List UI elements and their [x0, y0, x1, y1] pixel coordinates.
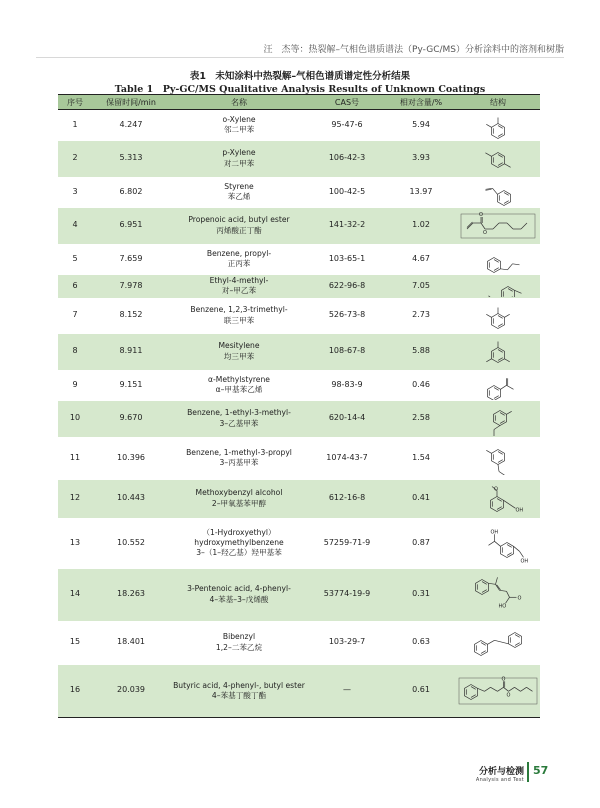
table-row [58, 208, 540, 244]
cas-number: 141-32-2 [308, 208, 386, 244]
relative-content: 4.67 [412, 253, 430, 263]
running-header: 汪 杰等：热裂解–气相色谱质谱法（Py-GC/MS）分析涂料中的溶剂和树脂 [263, 45, 564, 55]
structure-diagram-propylbenzene [468, 245, 528, 274]
row-number: 7 [72, 310, 78, 320]
relative-content: 5.88 [386, 334, 456, 370]
structure-diagram-methoxybenzyl-alcohol [467, 480, 529, 518]
row-number: 4 [58, 208, 92, 244]
compound-name-zh: 对–甲乙苯 [221, 286, 257, 295]
compound-name [170, 665, 308, 718]
structure-diagram-hydroxyethyl-hydroxymethylbenzene [467, 520, 529, 566]
row-number: 3 [72, 186, 78, 196]
table-caption-en: Table 1 Py-GC/MS Qualitative Analysis Results of Unknown Coatings [114, 84, 486, 95]
journal-name-en: Analysis and Test [475, 777, 524, 783]
retention-time: 9.670 [92, 401, 170, 437]
compound-name-zh: 2–甲氧基苯甲醇 [211, 498, 267, 508]
compound-name-en: Benzene, 1-ethyl-3-methyl- [187, 408, 291, 418]
cas-number: 98-83-9 [331, 379, 363, 389]
cas-number: — [308, 665, 386, 718]
table-row [58, 480, 540, 518]
relative-content: 1.54 [412, 452, 430, 462]
structure-diagram-butyl-phenylbutyrate [457, 674, 539, 708]
header-rule [36, 57, 564, 58]
cas-number: 612-16-8 [308, 480, 386, 518]
table-row [58, 244, 540, 275]
relative-content: 0.63 [412, 637, 430, 647]
compound-name-en: （1-Hydroxyethyl）hydroxymethylbenzene [194, 527, 284, 547]
compound-name-zh: 3–（1–羟乙基）羟甲基苯 [196, 548, 282, 558]
compound-name-en: Ethyl-4-methyl- [209, 275, 269, 285]
structure-cell [456, 244, 540, 275]
table-row [58, 141, 540, 177]
compound-name-zh: 正丙苯 [227, 259, 251, 268]
retention-time: 10.552 [117, 537, 145, 547]
cas-number: 1074-43-7 [326, 452, 368, 462]
structure-cell [456, 665, 540, 718]
cas-number: 100-42-5 [328, 186, 366, 196]
structure-diagram-o-xylene [468, 111, 528, 140]
compound-name [170, 244, 308, 275]
cas-number: 106-42-3 [308, 141, 386, 177]
journal-name-zh: 分析与检测 [478, 767, 524, 777]
retention-time: 6.802 [119, 186, 143, 196]
relative-content: 0.31 [386, 569, 456, 621]
table-row [58, 298, 540, 334]
relative-content: 3.93 [386, 141, 456, 177]
relative-content: 2.58 [386, 401, 456, 437]
structure-diagram-methyl-3-propylbenzene [468, 441, 528, 475]
structure-diagram-trimethylbenzene-123 [468, 299, 528, 333]
retention-time: 5.313 [92, 141, 170, 177]
table-row [58, 665, 540, 718]
table-row [58, 437, 540, 480]
svg-text:O: O [517, 594, 522, 601]
cas-number: 95-47-6 [331, 119, 363, 129]
compound-name-zh: 邻二甲苯 [223, 125, 255, 135]
structure-cell [456, 298, 540, 334]
retention-time: 8.911 [92, 334, 170, 370]
svg-text:O: O [501, 676, 506, 682]
compound-name-en: 3-Pentenoic acid, 4-phenyl- [187, 584, 291, 594]
table-row [58, 518, 540, 569]
retention-time: 18.263 [92, 569, 170, 621]
compound-name-en: Propenoic acid, butyl ester [188, 215, 290, 225]
compound-name-en: p-Xylene [222, 148, 256, 158]
row-number: 2 [58, 141, 92, 177]
compound-name-en: Benzene, 1-methyl-3-propyl [186, 447, 292, 457]
table-row [58, 621, 540, 665]
compound-name [170, 437, 308, 480]
col-header-structure: 结构 [456, 95, 540, 110]
compound-name-zh: 4–苯基–3–戊烯酸 [209, 594, 269, 604]
col-header-retention-time: 保留时间/min [92, 95, 170, 110]
compound-name-zh: 3–丙基甲苯 [219, 458, 259, 467]
retention-time: 4.247 [119, 119, 143, 129]
compound-name-en: o-Xylene [222, 115, 256, 124]
compound-name [170, 298, 308, 334]
compound-name [170, 480, 308, 518]
compound-name-en: Styrene [224, 181, 254, 191]
svg-text:O: O [494, 486, 498, 492]
structure-cell [456, 141, 540, 177]
table-row [58, 401, 540, 437]
structure-diagram-p-xylene [468, 142, 528, 176]
svg-text:OH: OH [520, 558, 529, 565]
structure-cell [456, 480, 540, 518]
table-row [58, 334, 540, 370]
svg-text:O: O [506, 692, 511, 698]
retention-time: 10.443 [92, 480, 170, 518]
cas-number: 108-67-8 [308, 334, 386, 370]
structure-cell [456, 401, 540, 437]
compound-name-zh: 联三甲苯 [223, 315, 255, 325]
relative-content: 5.94 [412, 119, 430, 129]
structure-diagram-phenyl-pentenoic-acid [466, 573, 530, 617]
row-number: 6 [58, 275, 92, 298]
structure-cell [456, 110, 540, 141]
relative-content: 0.61 [386, 665, 456, 718]
svg-text:O: O [479, 211, 483, 218]
row-number: 13 [69, 537, 81, 547]
cas-number: 57259-71-9 [323, 537, 371, 547]
cas-number: 620-14-4 [308, 401, 386, 437]
retention-time: 7.659 [119, 253, 143, 263]
structure-cell [456, 208, 540, 244]
svg-text:OH: OH [515, 506, 524, 513]
table-caption-zh: 表1 未知涂料中热裂解–气相色谱质谱定性分析结果 [189, 71, 411, 82]
relative-content: 0.46 [412, 379, 430, 389]
relative-content: 0.41 [386, 480, 456, 518]
col-header-content: 相对含量/% [386, 95, 456, 110]
table-body [58, 110, 540, 718]
structure-cell [456, 334, 540, 370]
compound-name-en: Mesitylene [218, 341, 260, 351]
compound-name-zh: α–甲基苯乙烯 [215, 385, 263, 394]
col-header-no: 序号 [58, 95, 92, 110]
structure-diagram-styrene [468, 178, 528, 207]
compound-name [170, 177, 308, 208]
compound-name [170, 621, 308, 665]
svg-text:O: O [483, 229, 487, 236]
structure-cell [456, 518, 540, 569]
structure-diagram-butyl-acrylate [457, 209, 539, 243]
row-number: 15 [69, 637, 81, 647]
table-row [58, 569, 540, 621]
compound-name [170, 518, 308, 569]
structure-diagram-alpha-methylstyrene [468, 371, 528, 400]
cas-number: 103-29-7 [328, 637, 366, 647]
footer-divider [527, 762, 529, 782]
compound-name [170, 334, 308, 370]
retention-time: 20.039 [92, 665, 170, 718]
row-number: 8 [58, 334, 92, 370]
table-row [58, 177, 540, 208]
structure-diagram-ethyl-methylbenzene [468, 276, 528, 297]
compound-name-en: Butyric acid, 4-phenyl-, butyl ester [173, 680, 305, 690]
page-number: 57 [533, 764, 549, 777]
cas-number: 53774-19-9 [308, 569, 386, 621]
structure-cell [456, 370, 540, 401]
retention-time: 9.151 [119, 379, 143, 389]
table-row [58, 275, 540, 298]
compound-name [170, 569, 308, 621]
col-header-name: 名称 [170, 95, 308, 110]
retention-time: 10.396 [117, 452, 145, 462]
relative-content: 13.97 [409, 186, 433, 196]
compound-name [170, 275, 308, 298]
compound-name-zh: 3–乙基甲苯 [219, 418, 259, 428]
cas-number: 526-73-8 [328, 310, 366, 320]
compound-name [170, 208, 308, 244]
table-row [58, 110, 540, 141]
relative-content: 2.73 [412, 310, 430, 320]
compound-name-en: Bibenzyl [222, 632, 256, 642]
col-header-cas: CAS号 [308, 95, 386, 110]
table-header-row [58, 95, 540, 110]
compound-name [170, 141, 308, 177]
compound-name-zh: 均三甲苯 [223, 351, 255, 361]
compound-name-en: Benzene, 1,2,3-trimethyl- [190, 305, 288, 315]
cas-number: 103-65-1 [328, 253, 366, 263]
relative-content: 0.87 [412, 537, 430, 547]
row-number: 10 [58, 401, 92, 437]
retention-time: 7.978 [92, 275, 170, 298]
row-number: 11 [69, 452, 81, 462]
structure-cell [456, 621, 540, 665]
compound-name-zh: 丙烯酸正丁酯 [216, 225, 262, 235]
row-number: 9 [72, 379, 78, 389]
retention-time: 6.951 [92, 208, 170, 244]
svg-text:OH: OH [490, 529, 499, 536]
compound-name-en: α-Methylstyrene [208, 374, 270, 384]
cas-number: 622-96-8 [308, 275, 386, 298]
row-number: 16 [58, 665, 92, 718]
structure-cell [456, 437, 540, 480]
compound-name [170, 110, 308, 141]
row-number: 14 [58, 569, 92, 621]
structure-cell [456, 275, 540, 298]
row-number: 1 [72, 119, 78, 129]
compound-name-en: Methoxybenzyl alcohol [195, 488, 283, 498]
row-number: 12 [58, 480, 92, 518]
compound-name [170, 401, 308, 437]
structure-diagram-ethyl-3-methylbenzene [468, 402, 528, 436]
retention-time: 18.401 [117, 637, 145, 647]
structure-cell [456, 569, 540, 621]
retention-time: 8.152 [119, 310, 143, 320]
compound-name-zh: 4–苯基丁酸丁酯 [211, 690, 267, 700]
structure-cell [456, 177, 540, 208]
compound-name [170, 370, 308, 401]
relative-content: 1.02 [386, 208, 456, 244]
results-table [58, 94, 540, 718]
row-number: 5 [72, 253, 78, 263]
svg-text:HO: HO [498, 602, 507, 609]
table-row [58, 370, 540, 401]
compound-name-zh: 1,2–二苯乙烷 [215, 642, 263, 652]
journal-brand [476, 764, 524, 783]
structure-diagram-mesitylene [468, 335, 528, 369]
compound-name-zh: 对二甲苯 [223, 158, 255, 168]
structure-diagram-bibenzyl [465, 626, 531, 660]
compound-name-zh: 苯乙烯 [227, 192, 251, 201]
compound-name-en: Benzene, propyl- [206, 248, 272, 258]
relative-content: 7.05 [386, 275, 456, 298]
